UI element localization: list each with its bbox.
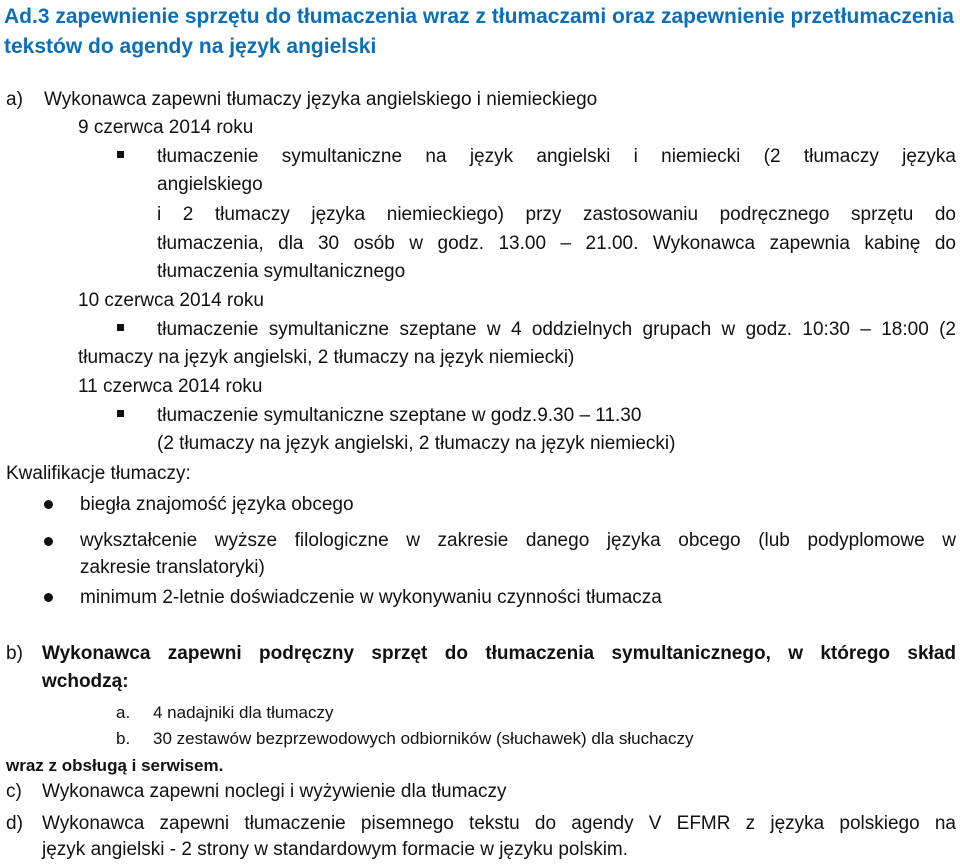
day-2-line-2: tłumaczy na język angielski, 2 tłumaczy na język niemiecki): [78, 347, 575, 368]
equipment-item-b-marker: b.: [116, 729, 131, 748]
section-b-closing: wraz z obsługą i serwisem.: [6, 756, 224, 775]
square-bullet-icon: [117, 324, 124, 331]
qualifications-heading: Kwalifikacje tłumaczy:: [6, 463, 191, 484]
square-bullet-icon: [117, 151, 124, 158]
section-b-marker: b): [6, 643, 23, 664]
square-bullet-icon: [117, 410, 124, 417]
section-title-line-2: tekstów do agendy na język angielski: [4, 35, 377, 58]
section-b-line-2: wchodzą:: [42, 671, 129, 692]
section-d-marker: d): [6, 813, 23, 834]
round-bullet-icon: [44, 593, 53, 602]
round-bullet-icon: [44, 537, 53, 546]
day-2-date: 10 czerwca 2014 roku: [78, 290, 264, 311]
day-1-line-5: tłumaczenia symultanicznego: [157, 261, 406, 282]
day-2-line-1: tłumaczenie symultaniczne szeptane w 4 oddzielnych grupach w godz. 10:30 – 18:00 (2: [157, 319, 956, 340]
qualification-1: biegła znajomość języka obcego: [80, 494, 354, 515]
day-1-line-2: angielskiego: [157, 174, 263, 195]
section-a-marker: a): [6, 89, 23, 110]
day-3-line-1: tłumaczenie symultaniczne szeptane w godz.9.30 – 11.30: [157, 405, 642, 426]
equipment-item-a: 4 nadajniki dla tłumaczy: [153, 703, 334, 722]
day-3-date: 11 czerwca 2014 roku: [78, 376, 263, 397]
equipment-item-b: 30 zestawów bezprzewodowych odbiorników (słuchawek) dla słuchaczy: [153, 729, 694, 748]
day-1-line-3: i 2 tłumaczy języka niemieckiego) przy zastosowaniu podręcznego sprzętu do: [157, 204, 956, 225]
section-c-marker: c): [6, 781, 22, 802]
section-title-line-1: Ad.3 zapewnienie sprzętu do tłumaczenia wraz z tłumaczami oraz zapewnienie przetłumaczenia: [4, 5, 954, 28]
day-1-line-1: tłumaczenie symultaniczne na język angielski i niemiecki (2 tłumaczy języka: [157, 146, 956, 167]
qualification-2-line-1: wykształcenie wyższe filologiczne w zakresie danego języka obcego (lub podyplomowe w: [80, 530, 956, 551]
qualification-2-line-2: zakresie translatoryki): [80, 557, 265, 578]
equipment-item-a-marker: a.: [116, 703, 131, 722]
day-1-line-4: tłumaczenia, dla 30 osób w godz. 13.00 – 21.00. Wykonawca zapewnia kabinę do: [157, 233, 956, 254]
day-3-line-2: (2 tłumaczy na język angielski, 2 tłumaczy na język niemiecki): [157, 433, 676, 454]
day-1-date: 9 czerwca 2014 roku: [78, 117, 254, 138]
qualification-3: minimum 2-letnie doświadczenie w wykonywaniu czynności tłumacza: [80, 587, 662, 608]
round-bullet-icon: [44, 500, 53, 509]
section-a-intro: Wykonawca zapewni tłumaczy języka angielskiego i niemieckiego: [44, 89, 598, 110]
section-c-text: Wykonawca zapewni noclegi i wyżywienie dla tłumaczy: [42, 781, 507, 802]
section-b-line-1: Wykonawca zapewni podręczny sprzęt do tłumaczenia symultanicznego, w którego skład: [42, 643, 956, 664]
section-d-line-2: język angielski - 2 strony w standardowym formacie w języku polskim.: [42, 839, 629, 860]
section-d-line-1: Wykonawca zapewni tłumaczenie pisemnego tekstu do agendy V EFMR z języka polskiego na: [42, 813, 956, 834]
